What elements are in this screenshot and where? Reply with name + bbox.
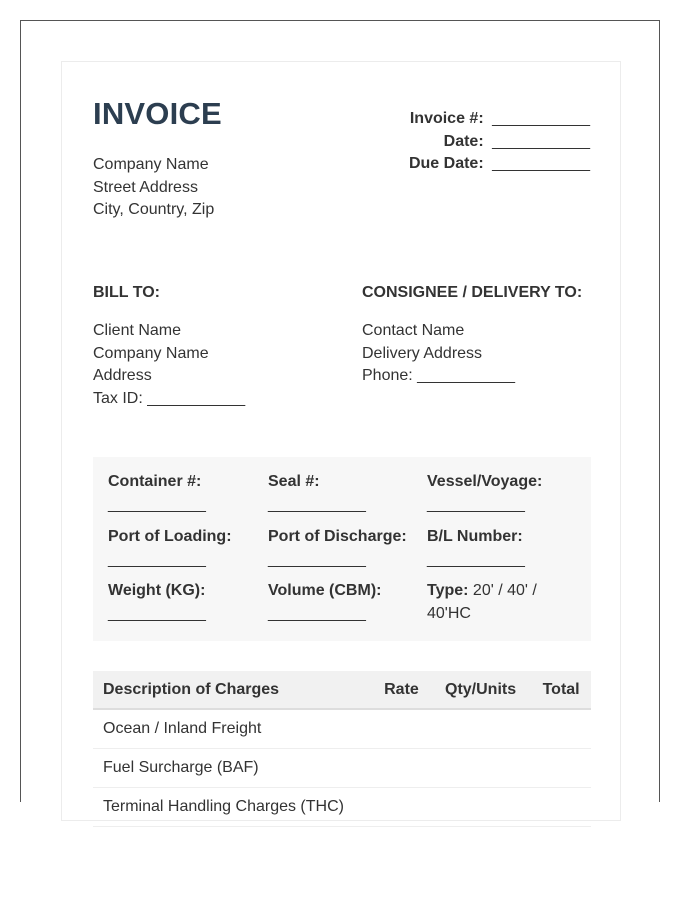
charge-qty bbox=[430, 749, 531, 788]
bl-number-field bbox=[427, 526, 577, 571]
port-of-discharge-blank: ___________ bbox=[268, 550, 366, 568]
charges-header-row bbox=[93, 671, 591, 709]
seal-number-field bbox=[268, 471, 418, 516]
document-frame bbox=[20, 20, 660, 815]
volume-blank: ___________ bbox=[268, 604, 366, 622]
charge-rate bbox=[373, 709, 430, 749]
table-row bbox=[93, 749, 591, 788]
invoice-number-label: Invoice #: bbox=[409, 110, 484, 127]
bl-number-blank: ___________ bbox=[427, 550, 525, 568]
invoice-date-row bbox=[409, 131, 590, 154]
seal-number-blank: ___________ bbox=[268, 495, 366, 513]
invoice-due-date-row bbox=[409, 153, 590, 176]
vessel-voyage-blank: ___________ bbox=[427, 495, 525, 513]
weight-field bbox=[108, 580, 258, 625]
charge-description: Terminal Handling Charges (THC) bbox=[93, 788, 373, 827]
bl-number-label: B/L Number: bbox=[427, 528, 523, 545]
charge-total bbox=[531, 749, 591, 788]
bill-to-heading: BILL TO: bbox=[93, 284, 160, 301]
consignee-contact-name: Contact Name bbox=[362, 322, 465, 339]
port-of-discharge-field bbox=[268, 526, 418, 571]
container-number-label: Container #: bbox=[108, 473, 202, 490]
bill-to-address: Address bbox=[93, 367, 152, 384]
container-number-field bbox=[108, 471, 258, 516]
charge-qty bbox=[430, 709, 531, 749]
vessel-voyage-field bbox=[427, 471, 577, 516]
port-of-discharge-label: Port of Discharge: bbox=[268, 528, 407, 545]
seal-number-label: Seal #: bbox=[268, 473, 320, 490]
header-rate: Rate bbox=[373, 671, 430, 709]
company-name: Company Name bbox=[93, 156, 209, 173]
port-of-loading-blank: ___________ bbox=[108, 550, 206, 568]
table-row bbox=[93, 709, 591, 749]
invoice-title: INVOICE bbox=[93, 96, 222, 131]
consignee-delivery-address: Delivery Address bbox=[362, 344, 483, 362]
invoice-date-label: Date: bbox=[443, 132, 484, 150]
container-number-blank: ___________ bbox=[108, 495, 206, 513]
invoice-date-blank: ___________ bbox=[492, 132, 590, 150]
invoice-meta-block bbox=[409, 108, 590, 176]
invoice-number-blank: ___________ bbox=[492, 110, 590, 127]
volume-field bbox=[268, 580, 418, 625]
table-row bbox=[93, 788, 591, 827]
container-type-options: 20' / 40' / 40'HC bbox=[427, 582, 537, 622]
consignee-heading: CONSIGNEE / DELIVERY TO: bbox=[362, 284, 583, 301]
weight-label: Weight (KG): bbox=[108, 582, 206, 599]
header-total: Total bbox=[531, 671, 591, 709]
invoice-sheet bbox=[61, 61, 621, 821]
container-type-field bbox=[427, 580, 567, 625]
bill-to-company-name: Company Name bbox=[93, 344, 209, 362]
charge-total bbox=[531, 788, 591, 827]
shipping-details-panel bbox=[93, 457, 591, 641]
invoice-due-date-label: Due Date: bbox=[408, 155, 484, 172]
charge-total bbox=[531, 709, 591, 749]
charge-description: Ocean / Inland Freight bbox=[93, 709, 373, 749]
weight-blank: ___________ bbox=[108, 604, 206, 622]
header-description: Description of Charges bbox=[93, 671, 373, 709]
charge-qty bbox=[430, 788, 531, 827]
consignee-block bbox=[362, 320, 515, 388]
company-address-block bbox=[93, 154, 214, 222]
port-of-loading-label: Port of Loading: bbox=[108, 528, 232, 545]
port-of-loading-field bbox=[108, 526, 258, 571]
vessel-voyage-label: Vessel/Voyage: bbox=[427, 473, 543, 490]
volume-label: Volume (CBM): bbox=[268, 582, 382, 599]
container-type-label: Type: bbox=[427, 582, 469, 599]
company-street: Street Address bbox=[93, 178, 198, 196]
charge-rate bbox=[373, 749, 430, 788]
bill-to-client-name: Client Name bbox=[93, 322, 182, 339]
consignee-phone: Phone: ___________ bbox=[362, 367, 516, 384]
company-city: City, Country, Zip bbox=[93, 201, 215, 218]
bill-to-tax-id: Tax ID: ___________ bbox=[93, 389, 246, 407]
charge-description: Fuel Surcharge (BAF) bbox=[93, 749, 373, 788]
bill-to-block bbox=[93, 320, 245, 410]
charge-rate bbox=[373, 788, 430, 827]
charges-table bbox=[93, 671, 591, 827]
invoice-due-date-blank: ___________ bbox=[492, 155, 590, 172]
invoice-number-row bbox=[409, 108, 590, 131]
header-qty-units: Qty/Units bbox=[430, 671, 531, 709]
